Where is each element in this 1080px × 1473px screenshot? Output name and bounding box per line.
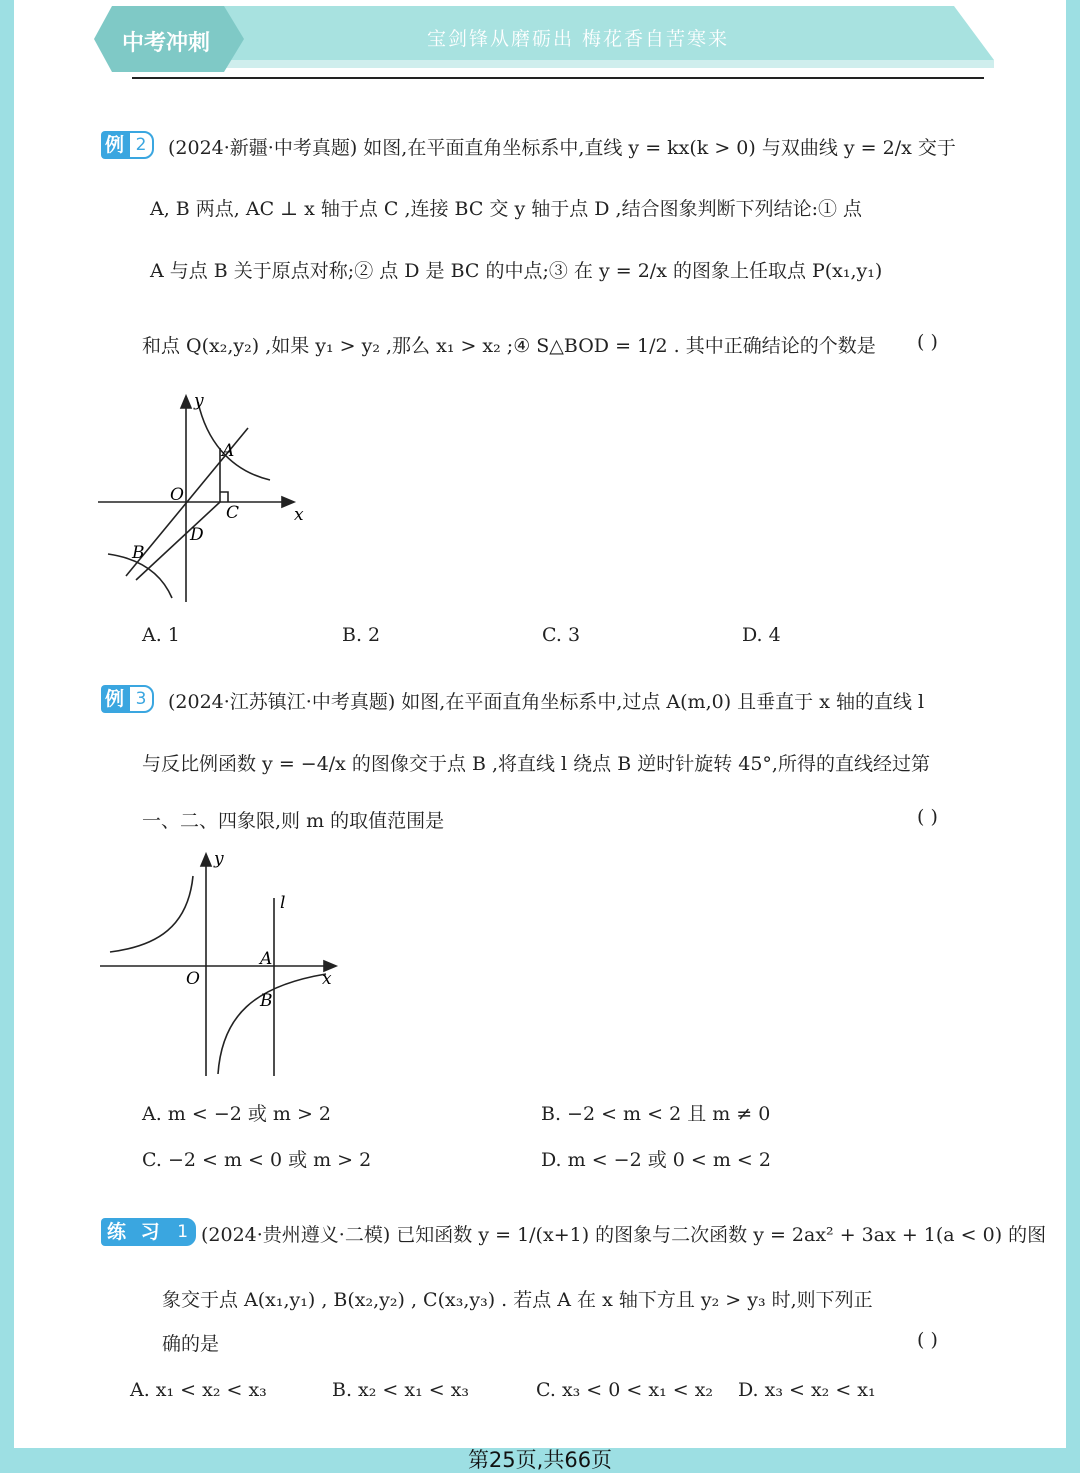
- fig3-label-o: O: [186, 969, 200, 989]
- practice-1-line1: (2024·贵州遵义·二模) 已知函数 y = 1/(x+1) 的图象与二次函数 y = 2ax² + 3ax + 1(a < 0) 的图: [201, 1224, 1047, 1246]
- example-3-tag-num: 3: [128, 685, 154, 713]
- example-3-option-c: C. −2 < m < 0 或 m > 2: [142, 1149, 372, 1171]
- fig2-label-y: y: [194, 391, 204, 411]
- fig3-label-x: x: [322, 969, 332, 989]
- example-3-line2: 与反比例函数 y = −4/x 的图像交于点 B ,将直线 l 绕点 B 逆时针旋转 45°,所得的直线经过第: [142, 753, 930, 775]
- example-2-figure: [98, 388, 308, 606]
- example-2-line3: A 与点 B 关于原点对称;② 点 D 是 BC 的中点;③ 在 y = 2/x 的图象上任取点 P(x₁,y₁): [150, 260, 883, 282]
- example-2-line2: A, B 两点, AC ⊥ x 轴于点 C ,连接 BC 交 y 轴于点 D ,结合图象判断下列结论:① 点: [150, 198, 863, 220]
- example-3-tag-text: 例: [101, 685, 128, 713]
- practice-1-line2: 象交于点 A(x₁,y₁) , B(x₂,y₂) , C(x₃,y₃) . 若点 A 在 x 轴下方且 y₂ > y₃ 时,则下列正: [162, 1289, 873, 1311]
- example-2-tag: [101, 131, 154, 159]
- example-2-line1: (2024·新疆·中考真题) 如图,在平面直角坐标系中,直线 y = kx(k > 0) 与双曲线 y = 2/x 交于: [168, 137, 956, 159]
- fig2-label-a: A: [222, 441, 235, 461]
- fig2-label-c: C: [226, 503, 240, 523]
- practice-1-tag-num: 1: [170, 1218, 196, 1246]
- example-2-tag-text: 例: [101, 131, 128, 159]
- fig2-label-b: B: [132, 543, 145, 563]
- example-3-bracket: ( ): [917, 806, 938, 828]
- example-2-option-c: C. 3: [542, 624, 581, 646]
- fig2-label-x: x: [294, 505, 304, 525]
- practice-1-tag: [101, 1218, 196, 1246]
- example-3-option-b: B. −2 < m < 2 且 m ≠ 0: [541, 1103, 771, 1125]
- header-motto: 宝剑锋从磨砺出 梅花香自苦寒来: [427, 28, 730, 50]
- document-page: [14, 0, 1066, 1448]
- practice-1-option-d: D. x₃ < x₂ < x₁: [738, 1379, 876, 1401]
- fig3-label-b: B: [260, 991, 273, 1011]
- fig2-label-o: O: [170, 485, 184, 505]
- example-3-tag: [101, 685, 154, 713]
- example-2-option-b: B. 2: [342, 624, 381, 646]
- fig3-label-a: A: [260, 949, 273, 969]
- fig2-label-d: D: [190, 525, 204, 545]
- header-divider: [132, 77, 984, 79]
- page-footer: 第25页,共66页: [467, 1448, 613, 1472]
- example-3-line3: 一、二、四象限,则 m 的取值范围是: [142, 810, 445, 832]
- practice-1-option-a: A. x₁ < x₂ < x₃: [130, 1379, 267, 1401]
- practice-1-option-c: C. x₃ < 0 < x₁ < x₂: [536, 1379, 714, 1401]
- header-banner: [94, 6, 994, 72]
- practice-1-option-b: B. x₂ < x₁ < x₃: [332, 1379, 470, 1401]
- fig3-label-l: l: [280, 893, 286, 913]
- example-3-option-d: D. m < −2 或 0 < m < 2: [541, 1149, 771, 1171]
- example-3-option-a: A. m < −2 或 m > 2: [142, 1103, 332, 1125]
- practice-1-tag-text: 练 习: [101, 1218, 170, 1246]
- example-3-figure: [98, 846, 358, 1080]
- example-2-line4: 和点 Q(x₂,y₂) ,如果 y₁ > y₂ ,那么 x₁ > x₂ ;④ S△BOD = 1/2 . 其中正确结论的个数是: [142, 335, 876, 357]
- example-3-line1: (2024·江苏镇江·中考真题) 如图,在平面直角坐标系中,过点 A(m,0) 且垂直于 x 轴的直线 l: [168, 691, 925, 713]
- example-2-option-d: D. 4: [742, 624, 781, 646]
- example-2-bracket: ( ): [917, 331, 938, 353]
- header-tag: 中考冲刺: [122, 31, 211, 56]
- example-2-tag-num: 2: [128, 131, 154, 159]
- fig3-label-y: y: [214, 849, 224, 869]
- practice-1-line3: 确的是: [162, 1333, 220, 1355]
- practice-1-bracket: ( ): [917, 1329, 938, 1351]
- example-2-option-a: A. 1: [142, 624, 180, 646]
